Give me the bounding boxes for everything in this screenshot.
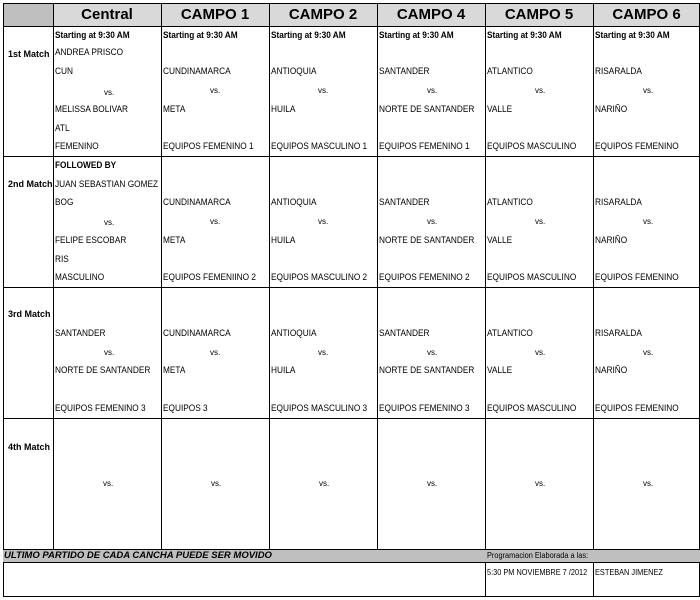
central-category: FEMENINO bbox=[55, 141, 99, 151]
footer-prog-label: Programacion Elaborada a las: bbox=[487, 551, 589, 560]
campo-team1: ATLANTICO bbox=[487, 66, 533, 76]
campo-team2: HUILA bbox=[271, 104, 296, 114]
campo-team1: SANTANDER bbox=[379, 328, 430, 338]
central-team2: NORTE DE SANTANDER bbox=[55, 365, 151, 375]
campo-start: Starting at 9:30 AM bbox=[379, 30, 454, 40]
campo-vs: vs. bbox=[318, 348, 329, 357]
campo-vs: vs. bbox=[643, 86, 654, 95]
row-label-3rd-match: 3rd Match bbox=[8, 309, 51, 319]
central-team: RIS bbox=[55, 254, 69, 264]
campo-team1: CUNDINAMARCA bbox=[163, 197, 231, 207]
campo-team2: VALLE bbox=[487, 104, 513, 114]
header-campo-1: CAMPO 1 bbox=[161, 3, 269, 27]
central-category: EQUIPOS FEMENINO 3 bbox=[55, 403, 146, 413]
central-team: BOG bbox=[55, 197, 74, 207]
campo-team1: RISARALDA bbox=[595, 66, 642, 76]
header-corner bbox=[3, 3, 53, 27]
campo-team2: NORTE DE SANTANDER bbox=[379, 365, 475, 375]
campo-vs: vs. bbox=[210, 86, 221, 95]
campo-category: EQUIPOS MASCULINO 1 bbox=[271, 141, 368, 151]
footer-note: ULTIMO PARTIDO DE CADA CANCHA PUEDE SER MOVIDO bbox=[4, 550, 272, 561]
campo-team2: NARIÑO bbox=[595, 104, 628, 114]
campo-vs: vs. bbox=[318, 217, 329, 226]
campo-team2: VALLE bbox=[487, 235, 513, 245]
campo-team1: ATLANTICO bbox=[487, 197, 533, 207]
central-category: MASCULINO bbox=[55, 272, 105, 282]
central-player: FELIPE ESCOBAR bbox=[55, 235, 127, 245]
campo-category: EQUIPOS MASCULINO 2 bbox=[271, 272, 368, 282]
grid-line bbox=[3, 596, 700, 597]
footer-prog-time: 5:30 PM NOVIEMBRE 7 /2012 bbox=[487, 568, 588, 577]
campo-team1: RISARALDA bbox=[595, 197, 642, 207]
campo-vs: vs. bbox=[318, 86, 329, 95]
campo-vs: vs. bbox=[643, 217, 654, 226]
campo-team2: NORTE DE SANTANDER bbox=[379, 104, 475, 114]
grid-line bbox=[3, 156, 700, 157]
grid-line bbox=[161, 3, 162, 549]
grid-line bbox=[53, 3, 54, 549]
campo-start: Starting at 9:30 AM bbox=[487, 30, 562, 40]
campo-vs: vs. bbox=[643, 479, 654, 488]
header-central: Central bbox=[53, 3, 161, 27]
campo-category: EQUIPOS FEMENINO bbox=[595, 403, 679, 413]
row-label-2nd-match: 2nd Match bbox=[8, 179, 53, 189]
central-vs: vs. bbox=[104, 218, 115, 227]
campo-vs: vs. bbox=[210, 217, 221, 226]
campo-category: EQUIPOS FEMENINO bbox=[595, 272, 679, 282]
grid-line bbox=[3, 418, 700, 419]
header-campo-2: CAMPO 2 bbox=[269, 3, 377, 27]
central-vs: vs. bbox=[104, 348, 115, 357]
campo-team1: CUNDINAMARCA bbox=[163, 328, 231, 338]
campo-vs: vs. bbox=[210, 348, 221, 357]
campo-team2: META bbox=[163, 365, 186, 375]
campo-vs: vs. bbox=[427, 348, 438, 357]
central-player: JUAN SEBASTIAN GOMEZ bbox=[55, 179, 159, 189]
campo-category: EQUIPOS FEMENINO 1 bbox=[163, 141, 254, 151]
campo-team2: HUILA bbox=[271, 235, 296, 245]
campo-category: EQUIPOS MASCULINO bbox=[487, 272, 577, 282]
campo-vs: vs. bbox=[427, 86, 438, 95]
campo-category: EQUIPOS FEMENINO 3 bbox=[379, 403, 470, 413]
row-label-1st-match: 1st Match bbox=[8, 49, 50, 59]
campo-team1: SANTANDER bbox=[379, 66, 430, 76]
campo-category: EQUIPOS 3 bbox=[163, 403, 208, 413]
central-team: CUN bbox=[55, 66, 73, 76]
campo-vs: vs. bbox=[535, 479, 546, 488]
footer-author: ESTEBAN JIMENEZ bbox=[595, 568, 663, 577]
header-campo-4: CAMPO 4 bbox=[377, 3, 485, 27]
central-team: ATL bbox=[55, 123, 70, 133]
central-player: ANDREA PRISCO bbox=[55, 47, 124, 57]
header-campo-6: CAMPO 6 bbox=[593, 3, 700, 27]
campo-team2: META bbox=[163, 104, 186, 114]
campo-team1: ANTIOQUIA bbox=[271, 66, 317, 76]
central-vs: vs. bbox=[103, 479, 114, 488]
central-start: Starting at 9:30 AM bbox=[55, 30, 130, 40]
grid-line bbox=[269, 3, 270, 549]
grid-line bbox=[485, 563, 486, 596]
campo-vs: vs. bbox=[535, 348, 546, 357]
campo-team1: ANTIOQUIA bbox=[271, 328, 317, 338]
campo-category: EQUIPOS FEMENINO 2 bbox=[379, 272, 470, 282]
campo-category: EQUIPOS MASCULINO 3 bbox=[271, 403, 368, 413]
campo-vs: vs. bbox=[319, 479, 330, 488]
campo-category: EQUIPOS MASCULINO bbox=[487, 403, 577, 413]
campo-team2: HUILA bbox=[271, 365, 296, 375]
central-player: MELISSA BOLIVAR bbox=[55, 104, 129, 114]
campo-category: EQUIPOS FEMENINO bbox=[595, 141, 679, 151]
grid-line bbox=[485, 3, 486, 597]
campo-vs: vs. bbox=[427, 217, 438, 226]
campo-vs: vs. bbox=[211, 479, 222, 488]
campo-category: EQUIPOS FEMENIINO 2 bbox=[163, 272, 256, 282]
campo-team2: META bbox=[163, 235, 186, 245]
campo-team2: VALLE bbox=[487, 365, 513, 375]
campo-team2: NARIÑO bbox=[595, 235, 628, 245]
grid-line bbox=[593, 3, 594, 597]
campo-team1: ATLANTICO bbox=[487, 328, 533, 338]
grid-line bbox=[3, 287, 700, 288]
campo-team1: CUNDINAMARCA bbox=[163, 66, 231, 76]
grid-line bbox=[377, 3, 378, 549]
campo-team1: RISARALDA bbox=[595, 328, 642, 338]
campo-team1: SANTANDER bbox=[379, 197, 430, 207]
campo-team2: NORTE DE SANTANDER bbox=[379, 235, 475, 245]
campo-vs: vs. bbox=[643, 348, 654, 357]
campo-start: Starting at 9:30 AM bbox=[595, 30, 670, 40]
central-followed-by: FOLLOWED BY bbox=[55, 160, 117, 170]
campo-team1: ANTIOQUIA bbox=[271, 197, 317, 207]
central-vs: vs. bbox=[104, 88, 115, 97]
campo-category: EQUIPOS MASCULINO bbox=[487, 141, 577, 151]
grid-line bbox=[3, 3, 4, 597]
campo-start: Starting at 9:30 AM bbox=[271, 30, 346, 40]
row-label-4th-match: 4th Match bbox=[8, 442, 51, 452]
campo-vs: vs. bbox=[535, 86, 546, 95]
campo-category: EQUIPOS FEMENINO 1 bbox=[379, 141, 470, 151]
header-campo-5: CAMPO 5 bbox=[485, 3, 593, 27]
campo-team2: NARIÑO bbox=[595, 365, 628, 375]
campo-start: Starting at 9:30 AM bbox=[163, 30, 238, 40]
campo-vs: vs. bbox=[427, 479, 438, 488]
campo-vs: vs. bbox=[535, 217, 546, 226]
central-team1: SANTANDER bbox=[55, 328, 106, 338]
